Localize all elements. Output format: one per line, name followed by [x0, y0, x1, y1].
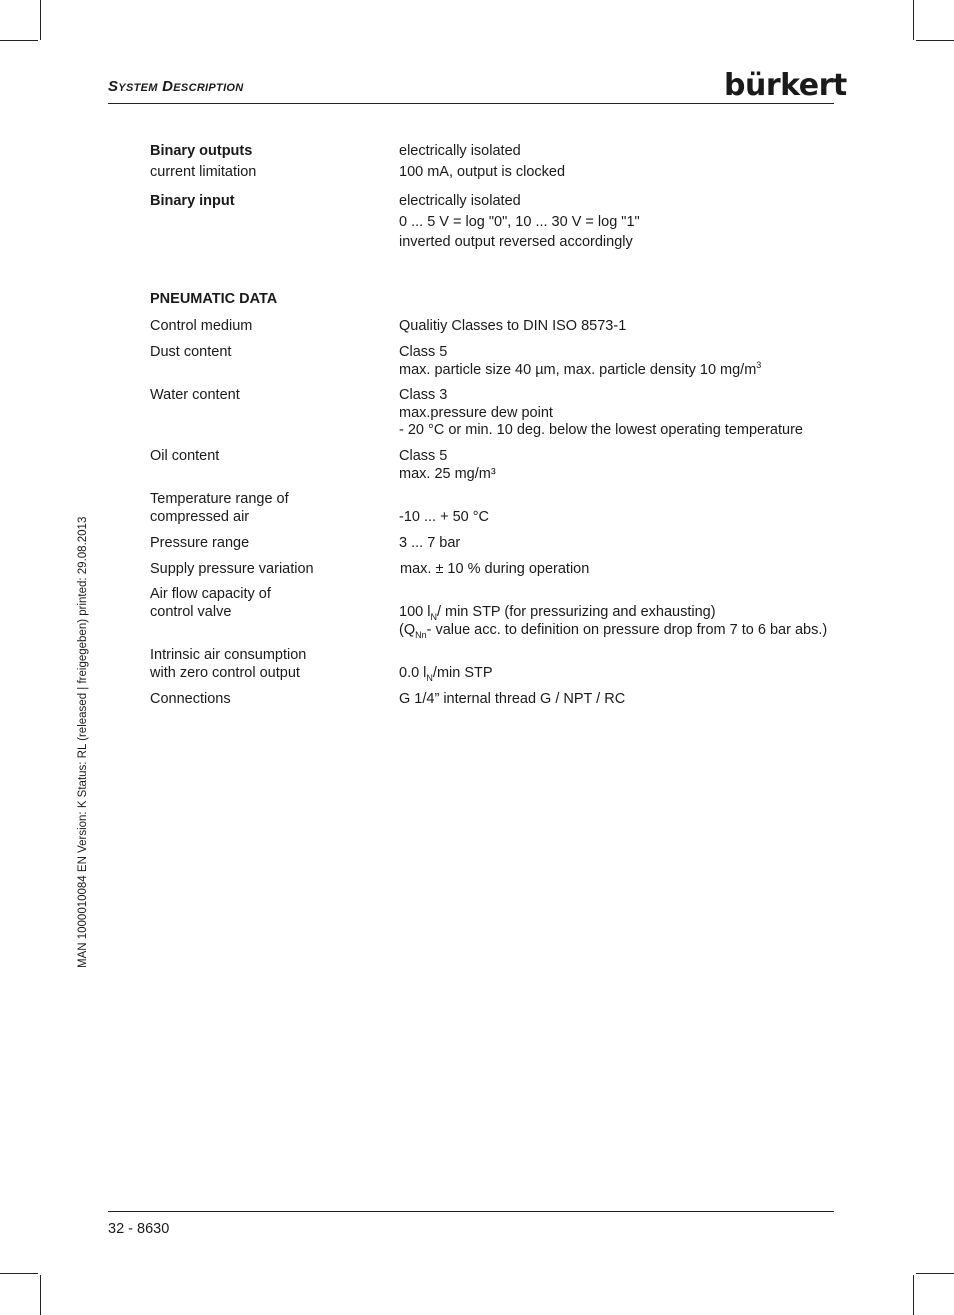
air-flow-definition	[399, 622, 859, 640]
intrinsic-unit: /min STP	[432, 665, 493, 681]
header-rule	[108, 103, 834, 104]
water-content-label: Water content	[150, 387, 240, 403]
oil-class: Class 5	[399, 448, 448, 464]
intrinsic-label-line: with zero control output	[150, 664, 300, 681]
water-temperature: - 20 °C or min. 10 deg. below the lowest operating temperature	[399, 422, 803, 438]
air-flow-definition-text: - value acc. to definition on pressure drop from 7 to 6 bar abs.)	[426, 621, 828, 638]
air-flow-q: (Q	[399, 621, 416, 638]
crop-mark	[0, 40, 38, 41]
dust-particle-text: max. particle size 40 µm, max. particle density 10 mg/m	[399, 361, 757, 378]
air-flow-number: 100 l	[399, 604, 431, 620]
crop-mark	[40, 0, 41, 40]
crop-mark	[40, 1275, 41, 1315]
crop-mark	[0, 1273, 38, 1274]
temperature-range-value: -10 ... + 50 °C	[399, 508, 490, 525]
footer-rule	[108, 1211, 834, 1212]
pneumatic-data-heading: PNEUMATIC DATA	[150, 291, 278, 307]
water-dew-point: max.pressure dew point	[399, 404, 553, 421]
crop-mark	[916, 1273, 954, 1274]
oil-content-label: Oil content	[150, 448, 220, 464]
control-medium-label: Control medium	[150, 318, 253, 334]
connections-value: G 1/4” internal thread G / NPT / RC	[399, 691, 626, 707]
current-limitation-value: 100 mA, output is clocked	[399, 164, 566, 180]
intrinsic-consumption-value	[399, 665, 859, 683]
crop-mark	[913, 1275, 914, 1315]
binary-input-label: Binary input	[150, 193, 235, 209]
intrinsic-number: 0.0 l	[399, 665, 427, 681]
crop-mark	[913, 0, 914, 40]
dust-particle-spec	[399, 359, 859, 380]
dust-content-value	[399, 344, 859, 379]
air-flow-label-line: control valve	[150, 603, 232, 620]
pressure-range-label: Pressure range	[150, 535, 250, 551]
temperature-range-label	[150, 491, 390, 526]
intrinsic-label-line: Intrinsic air consumption	[150, 647, 307, 663]
supply-pressure-label: Supply pressure variation	[150, 561, 314, 577]
water-content-value	[399, 387, 859, 440]
air-flow-value	[399, 604, 859, 639]
air-flow-unit: / min STP (for pressurizing and exhausting)	[436, 604, 716, 620]
temperature-label-line: compressed air	[150, 508, 250, 525]
intrinsic-consumption-label	[150, 647, 390, 682]
crop-mark	[916, 40, 954, 41]
current-limitation-label: current limitation	[150, 164, 257, 180]
section-title: System Description	[108, 78, 244, 95]
air-flow-capacity	[399, 604, 859, 622]
oil-max: max. 25 mg/m³	[399, 465, 496, 482]
subscript: Nn	[415, 629, 427, 640]
temperature-label-line: Temperature range of	[150, 491, 289, 507]
air-flow-label	[150, 586, 390, 621]
connections-label: Connections	[150, 691, 231, 707]
supply-pressure-value: max. ± 10 % during operation	[400, 561, 590, 577]
superscript: 3	[756, 359, 762, 370]
pressure-range-value: 3 ... 7 bar	[399, 535, 461, 551]
air-flow-label-line: Air flow capacity of	[150, 586, 271, 602]
subscript: N	[426, 672, 433, 683]
binary-input-line: inverted output reversed accordingly	[399, 234, 633, 250]
document-version-sidebar: MAN 1000010084 EN Version: K Status: RL (released | freigegeben) printed: 29.08.2013	[77, 516, 89, 968]
dust-content-label: Dust content	[150, 344, 232, 360]
subscript: N	[430, 611, 437, 622]
binary-input-line: 0 ... 5 V = log "0", 10 ... 30 V = log "1"	[399, 213, 640, 230]
binary-input-value	[399, 193, 859, 252]
binary-input-line: electrically isolated	[399, 193, 521, 209]
binary-outputs-value: electrically isolated	[399, 143, 521, 159]
page-number: 32 - 8630	[108, 1221, 170, 1237]
control-medium-value: Qualitiy Classes to DIN ISO 8573-1	[399, 318, 627, 334]
dust-class: Class 5	[399, 344, 448, 360]
oil-content-value	[399, 448, 859, 483]
water-class: Class 3	[399, 387, 448, 403]
binary-outputs-label: Binary outputs	[150, 143, 253, 159]
burkert-logo: bürkert	[724, 68, 847, 103]
